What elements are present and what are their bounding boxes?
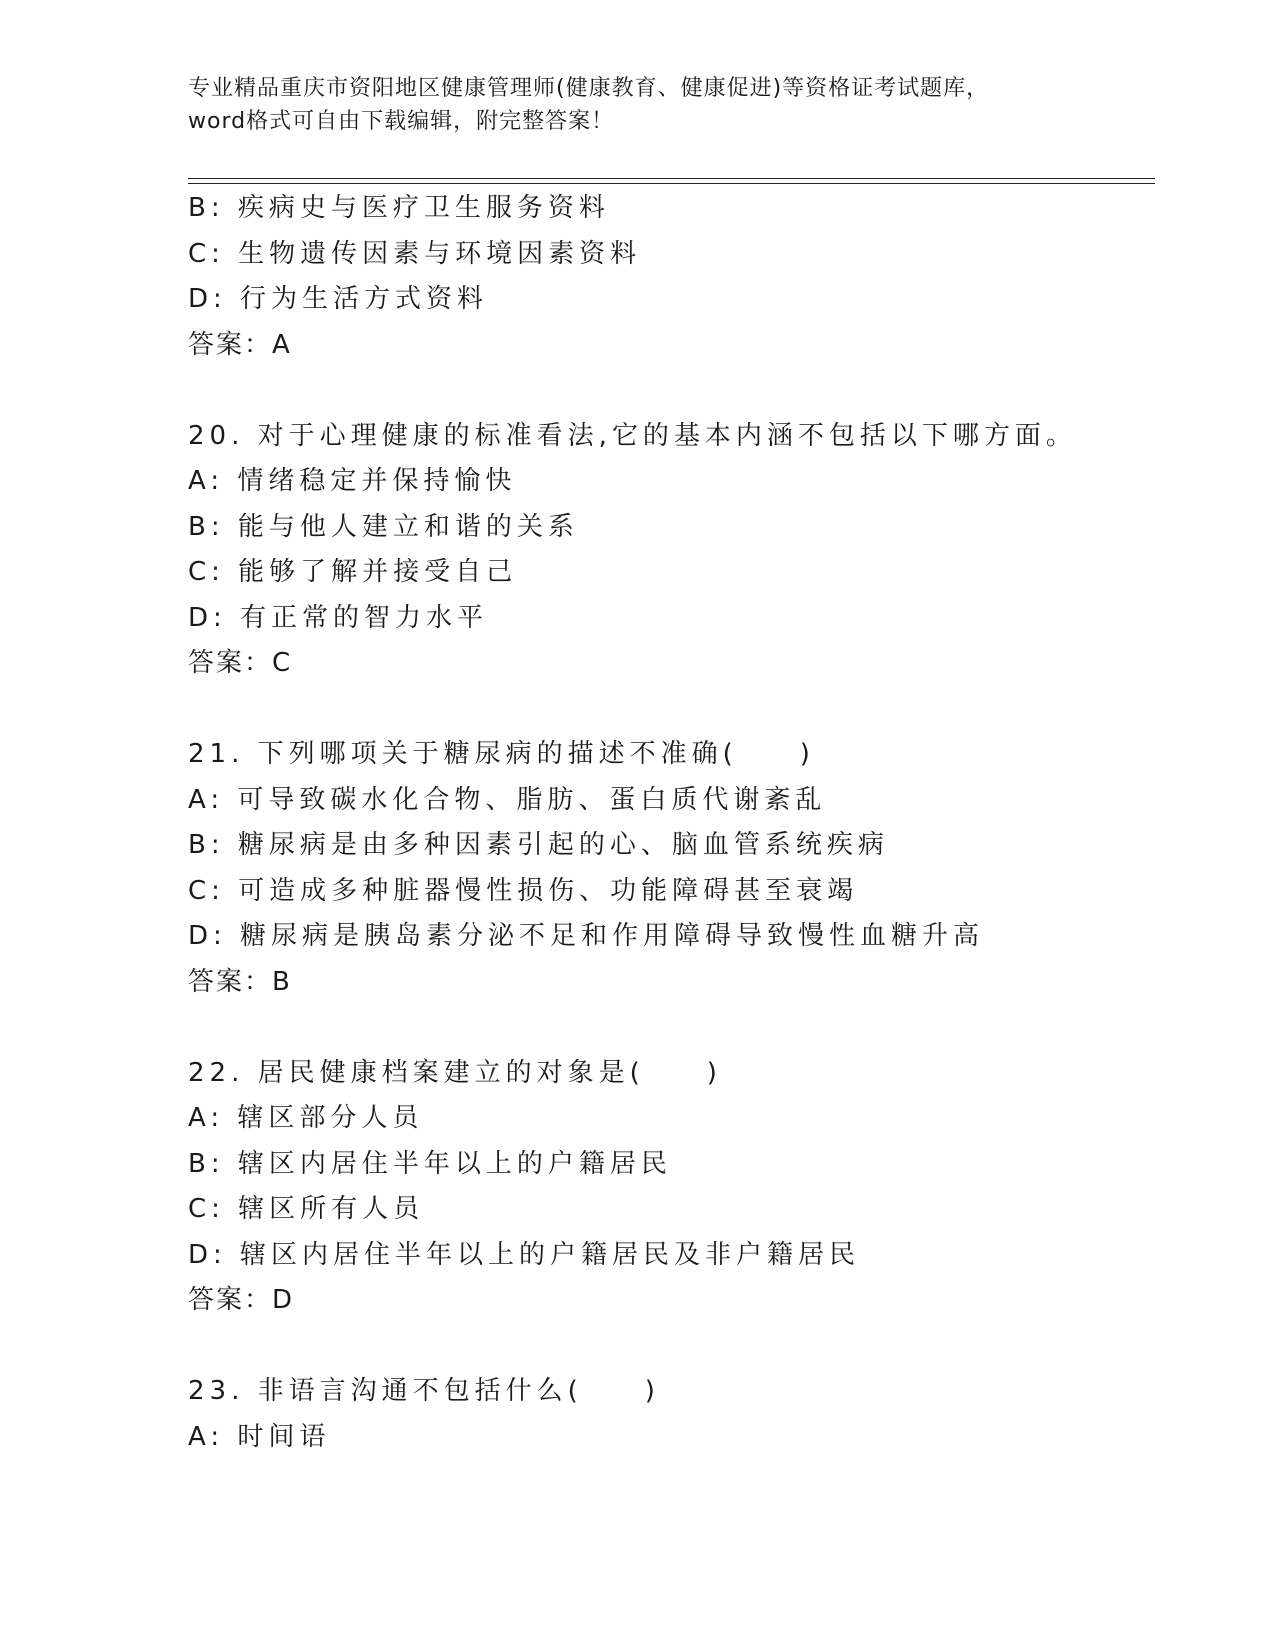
option-c: C: 生物遗传因素与环境因素资料 xyxy=(188,238,642,269)
answer-line: 答案：D xyxy=(188,1285,295,1315)
option-a: A: 辖区部分人员 xyxy=(188,1103,424,1133)
document-header xyxy=(188,72,1088,138)
option-c: C: 能够了解并接受自己 xyxy=(188,557,518,587)
option-d: D: 有正常的智力水平 xyxy=(188,602,489,633)
question-21: 21. 下列哪项关于糖尿病的描述不准确( ) xyxy=(188,739,815,769)
option-b: B: 糖尿病是由多种因素引起的心、脑血管系统疾病 xyxy=(188,830,889,860)
answer-line: 答案：A xyxy=(188,329,292,360)
option-d: D: 糖尿病是胰岛素分泌不足和作用障碍导致慢性血糖升高 xyxy=(188,921,985,951)
option-b: B: 疾病史与医疗卫生服务资料 xyxy=(188,193,610,223)
spacer xyxy=(188,1005,1148,1051)
spacer xyxy=(188,1324,1148,1370)
option-a: A: 情绪稳定并保持愉快 xyxy=(188,466,517,496)
spacer xyxy=(188,368,1148,414)
header-line-2: word格式可自由下载编辑，附完整答案！ xyxy=(188,109,615,134)
question-22: 22. 居民健康档案建立的对象是( ) xyxy=(188,1057,722,1088)
option-d: D: 行为生活方式资料 xyxy=(188,284,489,314)
option-c: C: 可造成多种脏器慢性损伤、功能障碍甚至衰竭 xyxy=(188,875,859,906)
question-list xyxy=(188,186,1148,1460)
option-b: B: 能与他人建立和谐的关系 xyxy=(188,511,579,542)
option-a: A: 时间语 xyxy=(188,1421,331,1452)
header-rule-top xyxy=(188,178,1155,179)
question-20: 20. 对于心理健康的标准看法,它的基本内涵不包括以下哪方面。 xyxy=(188,420,1077,451)
answer-line: 答案：B xyxy=(188,966,292,997)
spacer xyxy=(188,687,1148,733)
option-c: C: 辖区所有人员 xyxy=(188,1194,425,1224)
answer-line: 答案：C xyxy=(188,648,293,678)
header-line-1: 专业精品重庆市资阳地区健康管理师(健康教育、健康促进)等资格证考试题库， xyxy=(188,76,990,101)
question-23: 23. 非语言沟通不包括什么( ) xyxy=(188,1376,660,1406)
option-a: A: 可导致碳水化合物、脂肪、蛋白质代谢紊乱 xyxy=(188,784,827,815)
option-d: D: 辖区内居住半年以上的户籍居民及非户籍居民 xyxy=(188,1239,861,1270)
option-b: B: 辖区内居住半年以上的户籍居民 xyxy=(188,1148,672,1179)
header-rule-bottom xyxy=(188,183,1155,184)
